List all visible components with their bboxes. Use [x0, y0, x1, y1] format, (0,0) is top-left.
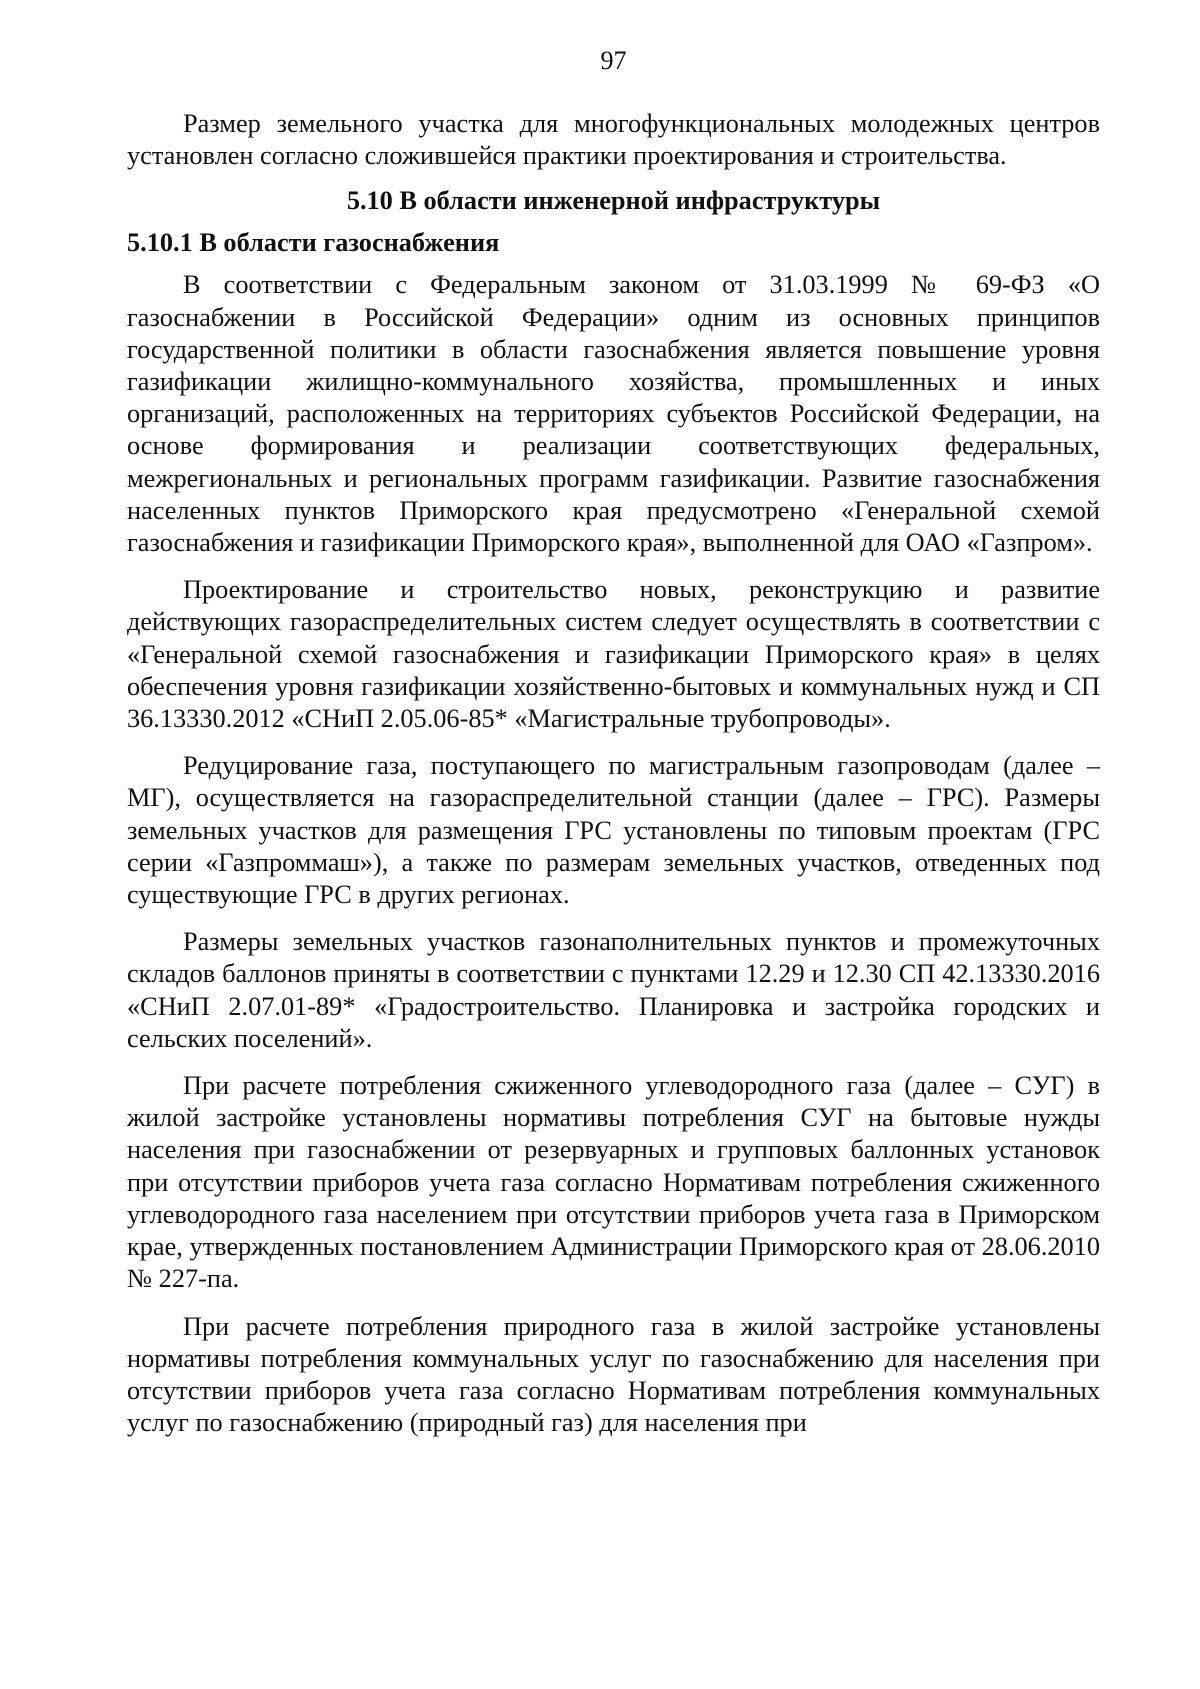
paragraph-intro: Размер земельного участка для многофункциональных молодежных центров установлен согласно сложившейся практики проектирования и строительства.: [127, 109, 1100, 171]
paragraph-lpg-consumption: При расчете потребления сжиженного углеводородного газа (далее – СУГ) в жилой застройке установлены нормативы потребления СУГ на бытовые нужды населения при газоснабжении от резервуарных и групповых баллонных установок при отсутствии приборов учета газа согласно Нормативам потребления сжиженного углеводородного газа населением при отсутствии приборов учета газа в Приморском крае, утвержденных постановлением Администрации Приморского края от 28.06.2010 № 227-па.: [127, 1071, 1100, 1294]
paragraph-natural-gas-consumption: При расчете потребления природного газа в жилой застройке установлены нормативы потребления коммунальных услуг по газоснабжению для населения при отсутствии приборов учета газа согласно Нормативам потребления коммунальных услуг по газоснабжению (природный газ) для населения при: [127, 1311, 1100, 1438]
paragraph-filling-stations: Размеры земельных участков газонаполнительных пунктов и промежуточных складов баллонов приняты в соответствии с пунктами 12.29 и 12.30 СП 42.13330.2016 «СНиП 2.07.01-89* «Градостроительство. Планировка и застройка городских и сельских поселений».: [127, 927, 1100, 1053]
subsection-heading: 5.10.1 В области газоснабжения: [127, 228, 500, 258]
page-number: 97: [600, 46, 627, 75]
paragraph-gas-reduction: Редуцирование газа, поступающего по магистральным газопроводам (далее – МГ), осуществляется на газораспределительной станции (далее – ГРС). Размеры земельных участков для размещения ГРС установлены по типовым проектам (ГРС серии «Газпроммаш»), а также по размерам земельных участков, отведенных под существующие ГРС в других регионах.: [127, 751, 1100, 910]
section-heading: 5.10 В области инженерной инфраструктуры: [346, 186, 881, 216]
paragraph-design-construction: Проектирование и строительство новых, реконструкцию и развитие действующих газораспределительных систем следует осуществлять в соответствии с «Генеральной схемой газоснабжения и газификации Приморского края» в целях обеспечения уровня газификации хозяйственно-бытовых и коммунальных нужд и СП 36.13330.2012 «СНиП 2.05.06-85* «Магистральные трубопроводы».: [127, 575, 1100, 734]
paragraph-gas-law: В соответствии с Федеральным законом от 31.03.1999 № 69-ФЗ «О газоснабжении в Российской Федерации» одним из основных принципов государственной политики в области газоснабжения является повышение уровня газификации жилищно-коммунального хозяйства, промышленных и иных организаций, расположенных на территориях субъектов Российской Федерации, на основе формирования и реализации соответствующих федеральных, межрегиональных и региональных программ газификации. Развитие газоснабжения населенных пунктов Приморского края предусмотрено «Генеральной схемой газоснабжения и газификации Приморского края», выполненной для ОАО «Газпром».: [127, 270, 1100, 558]
